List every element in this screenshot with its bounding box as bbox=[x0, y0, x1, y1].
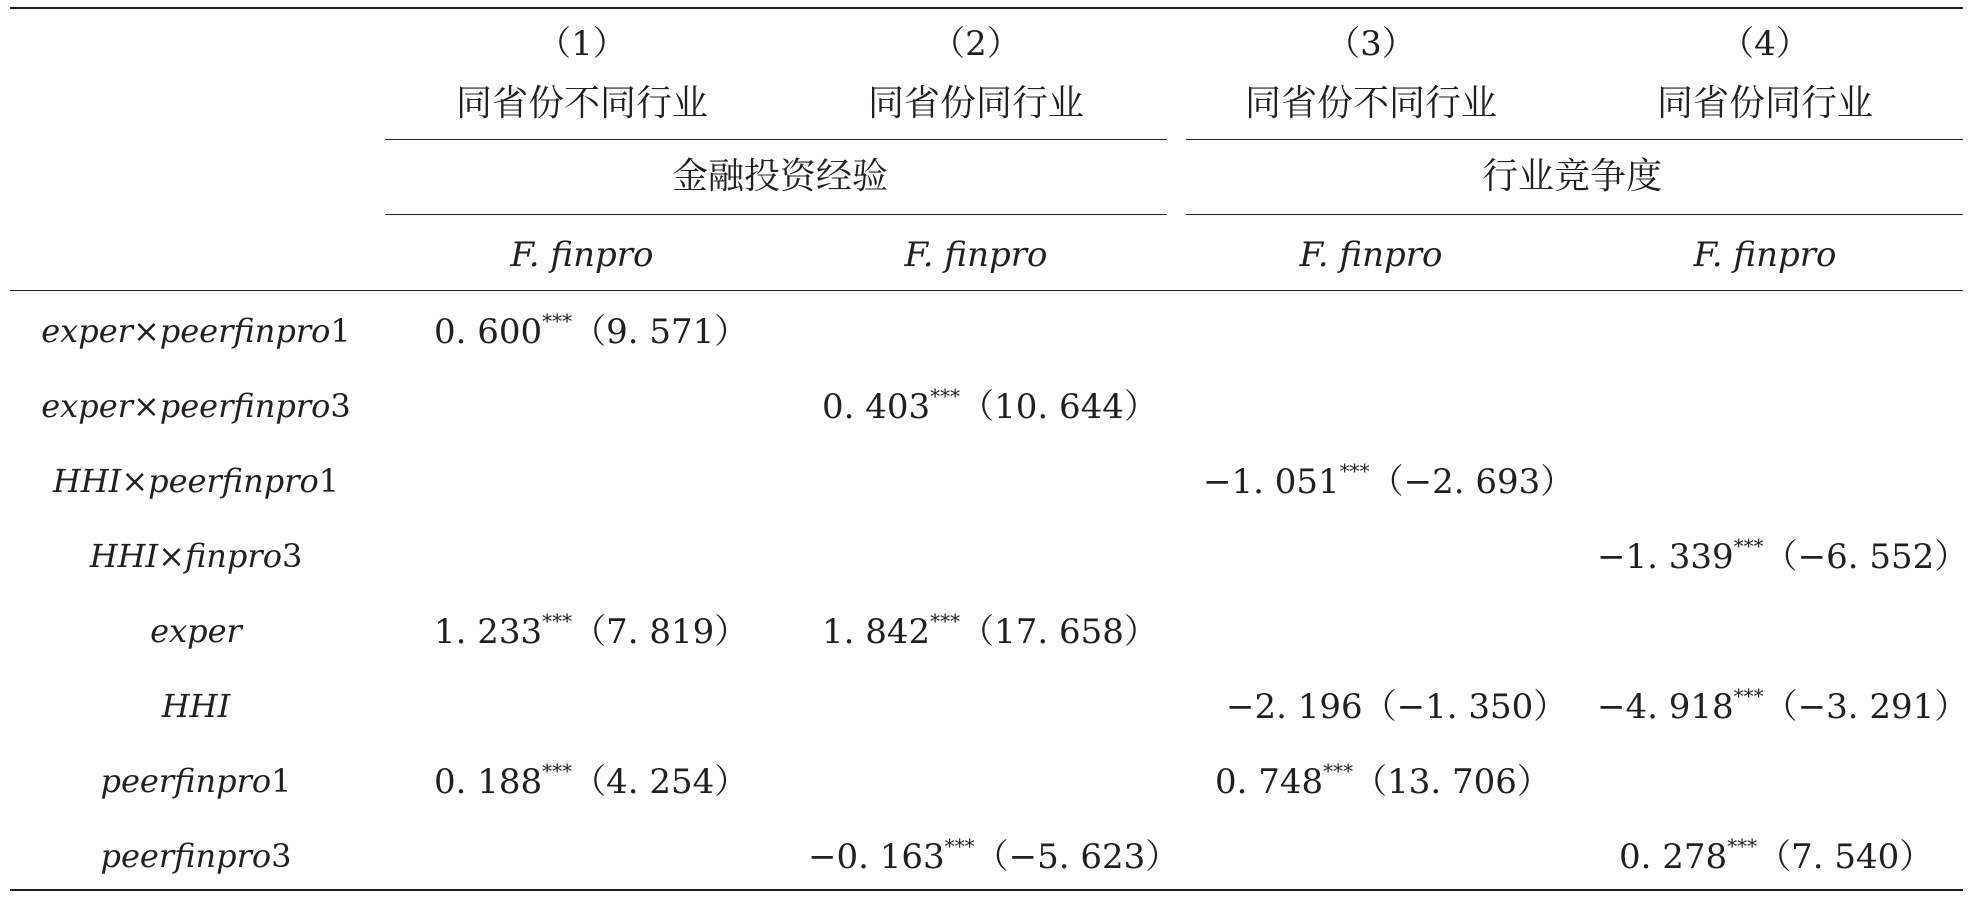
coefficient-cell: −4. 918***（−3. 291） bbox=[1597, 684, 1969, 727]
row-label: exper×peerfinpro1 bbox=[41, 312, 351, 350]
row-label: HHI bbox=[161, 687, 231, 725]
depvar-rule-left bbox=[385, 214, 1167, 215]
column-sample-header: 同省份同行业 bbox=[1656, 83, 1874, 124]
group-header: 金融投资经验 bbox=[671, 156, 889, 197]
group-rule-left bbox=[385, 139, 1167, 140]
row-label: exper×peerfinpro3 bbox=[41, 387, 351, 425]
column-number: （4） bbox=[1720, 24, 1810, 64]
coefficient-cell: −1. 339***（−6. 552） bbox=[1597, 534, 1969, 577]
coefficient-cell: −0. 163***（−5. 623） bbox=[808, 834, 1180, 877]
table-top-rule bbox=[10, 7, 1963, 9]
coefficient-cell: 0. 748***（13. 706） bbox=[1215, 759, 1551, 802]
column-sample-header: 同省份不同行业 bbox=[455, 83, 709, 124]
row-label: peerfinpro1 bbox=[100, 762, 292, 800]
column-number: （1） bbox=[537, 24, 627, 64]
coefficient-cell: 0. 403***（10. 644） bbox=[822, 384, 1158, 427]
table-bottom-rule bbox=[10, 889, 1963, 891]
row-label: exper bbox=[150, 612, 242, 650]
header-bottom-rule bbox=[10, 290, 1963, 291]
dependent-variable-header: F. finpro bbox=[1299, 235, 1443, 275]
dependent-variable-header: F. finpro bbox=[1693, 235, 1837, 275]
column-number: （3） bbox=[1326, 24, 1416, 64]
depvar-rule-right bbox=[1186, 214, 1963, 215]
coefficient-cell: 1. 233***（7. 819） bbox=[434, 609, 749, 652]
dependent-variable-header: F. finpro bbox=[510, 235, 654, 275]
coefficient-cell: −1. 051***（−2. 693） bbox=[1203, 459, 1575, 502]
coefficient-cell: 0. 600***（9. 571） bbox=[434, 309, 749, 352]
dependent-variable-header: F. finpro bbox=[904, 235, 1048, 275]
row-label: HHI×finpro3 bbox=[89, 537, 303, 575]
group-rule-right bbox=[1186, 139, 1963, 140]
column-sample-header: 同省份同行业 bbox=[867, 83, 1085, 124]
coefficient-cell: −2. 196（−1. 350） bbox=[1226, 687, 1568, 727]
row-label: HHI×peerfinpro1 bbox=[52, 462, 340, 500]
coefficient-cell: 1. 842***（17. 658） bbox=[822, 609, 1158, 652]
column-sample-header: 同省份不同行业 bbox=[1244, 83, 1498, 124]
column-number: （2） bbox=[931, 24, 1021, 64]
group-header: 行业竞争度 bbox=[1481, 156, 1663, 197]
coefficient-cell: 0. 278***（7. 540） bbox=[1619, 834, 1934, 877]
row-label: peerfinpro3 bbox=[100, 837, 292, 875]
coefficient-cell: 0. 188***（4. 254） bbox=[434, 759, 749, 802]
